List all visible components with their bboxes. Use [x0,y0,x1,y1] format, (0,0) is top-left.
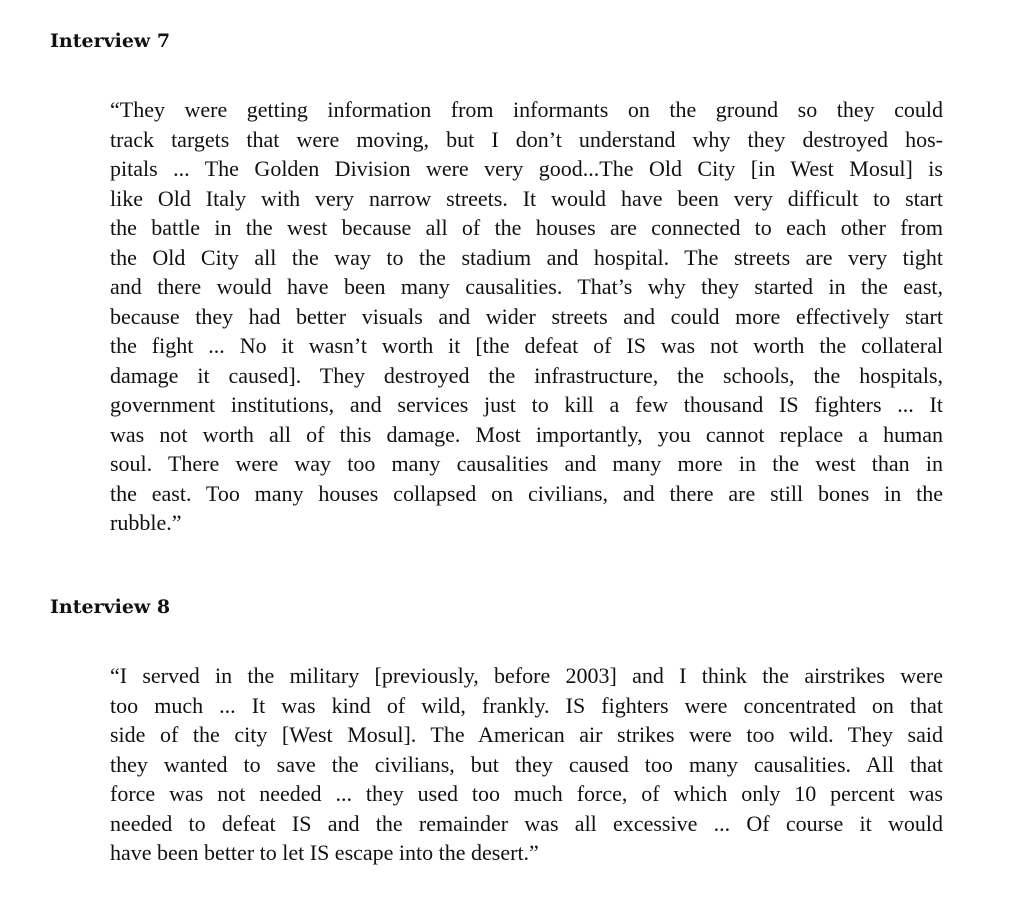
quote-line: was not worth all of this damage. Most importantly, you cannot replace a human [110,421,943,447]
quote-line: rubble.” [110,510,182,535]
quote-line: the battle in the west because all of the houses are connected to each other from [110,215,943,240]
quote-line: “I served in the military [previously, before 2003] and I think the airstrikes were [110,663,943,688]
quote-line: damage it caused]. They destroyed the infrastructure, the schools, the hospitals, [110,362,943,388]
quote-line: and there would have been many causalities. That’s why they started in the east, [110,274,943,299]
quote-line: the east. Too many houses collapsed on civilians, and there are still bones in the [110,480,943,506]
quote-line: “They were getting information from informants on the ground so they could [110,97,943,122]
quote-line: pitals ... The Golden Division were very good...The Old City [in West Mosul] is [110,156,943,181]
interview-7-heading: Interview 7 [50,30,171,52]
quote-line: government institutions, and services just to kill a few thousand IS fighters ... It [110,392,943,417]
quote-line: like Old Italy with very narrow streets. It would have been very difficult to start [110,185,943,211]
quote-line: side of the city [West Mosul]. The American air strikes were too wild. They said [110,722,943,747]
quote-line: have been better to let IS escape into the desert.” [110,840,539,865]
interview-7-quote [110,95,943,538]
quote-line: the Old City all the way to the stadium and hospital. The streets are very tight [110,244,943,270]
interview-8-quote [110,661,943,868]
quote-line: track targets that were moving, but I don’t understand why they destroyed hos- [110,126,943,152]
quote-line: force was not needed ... they used too much force, of which only 10 percent was [110,781,943,806]
interview-8-heading: Interview 8 [50,596,171,618]
quote-line: soul. There were way too many causalities and many more in the west than in [110,451,943,476]
quote-line: too much ... It was kind of wild, frankly. IS fighters were concentrated on that [110,692,943,718]
quote-line: they wanted to save the civilians, but they caused too many causalities. All that [110,751,943,777]
quote-line: needed to defeat IS and the remainder was all excessive ... Of course it would [110,810,943,836]
quote-line: the fight ... No it wasn’t worth it [the defeat of IS was not worth the collateral [110,333,943,358]
quote-line: because they had better visuals and wider streets and could more effectively start [110,303,943,329]
